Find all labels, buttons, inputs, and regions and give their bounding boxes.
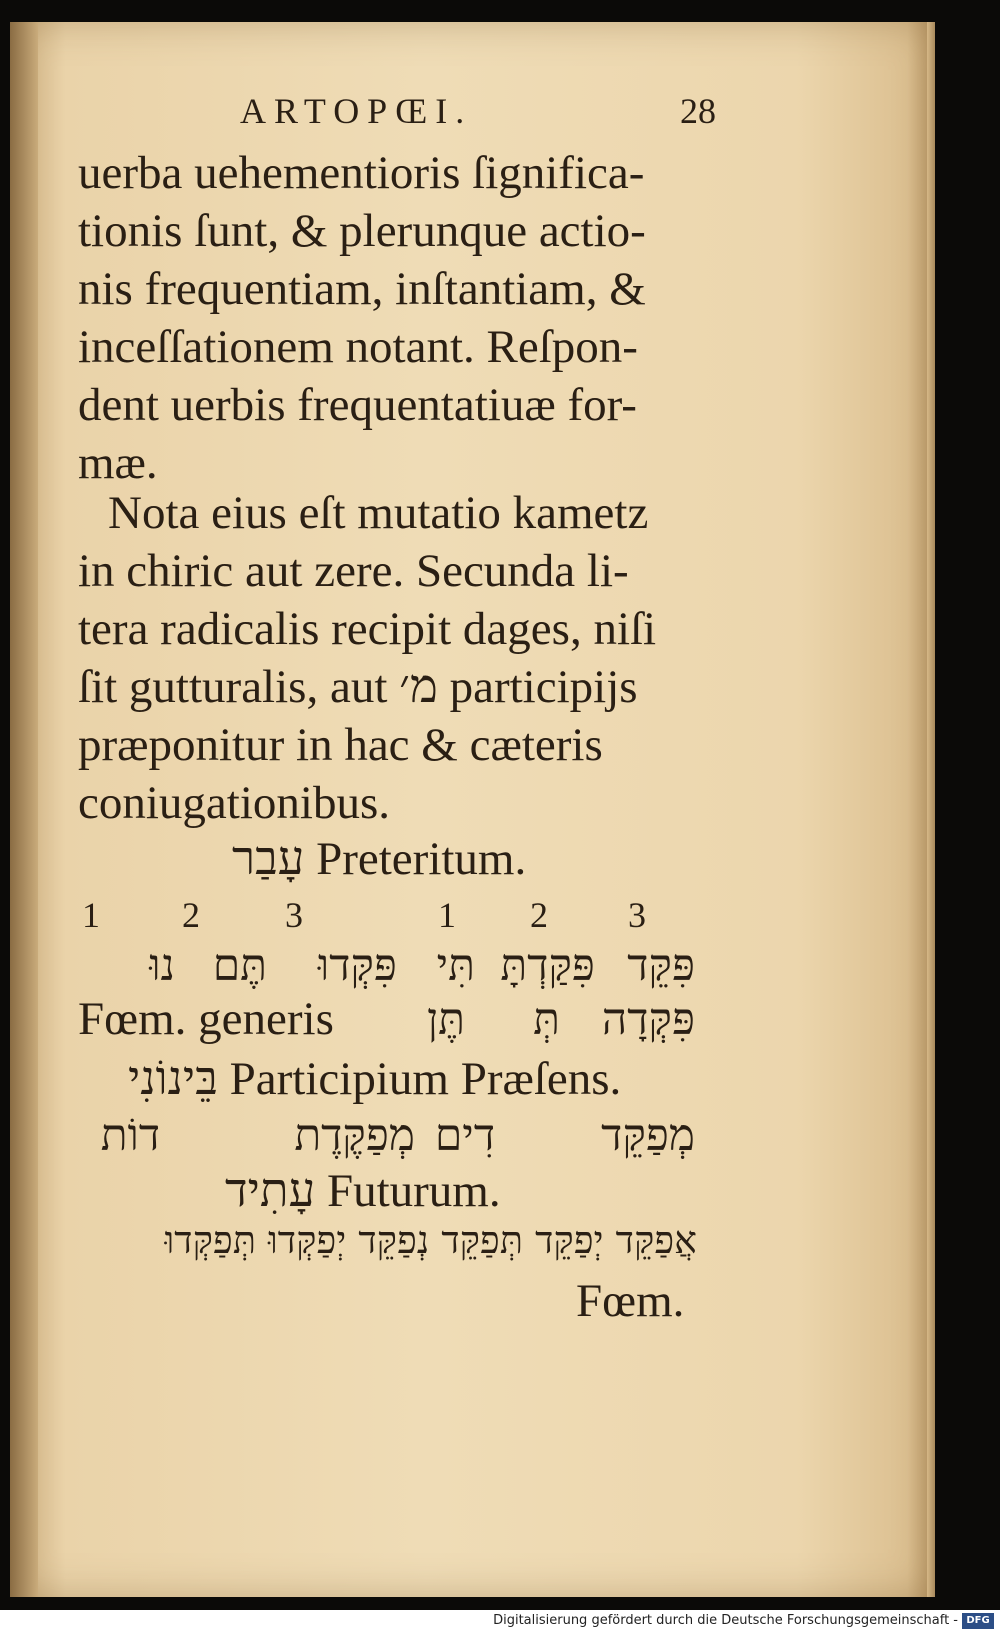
body-text: ſit gutturalis, aut	[78, 661, 388, 713]
body-line: nis frequentiam, inſtantiam, &	[78, 263, 646, 315]
page-binding	[10, 22, 38, 1597]
body-line-with-hebrew	[78, 658, 638, 716]
body-line: mæ.	[78, 437, 158, 489]
hebrew-form: תֶּן	[426, 994, 465, 1045]
footer-bar	[0, 1610, 1000, 1633]
hebrew-heading: עָתִיד	[225, 1163, 316, 1218]
running-head: ARTOPŒI.	[240, 91, 473, 131]
book-page	[10, 22, 935, 1597]
section-heading-futurum	[225, 1162, 501, 1220]
hebrew-form: מְפַקֶּדֶת	[294, 1110, 415, 1161]
body-line: præponitur in hac & cæteris	[78, 719, 603, 771]
hebrew-inline-mem: מ׳	[399, 659, 438, 714]
body-line: coniugationibus.	[78, 777, 390, 829]
column-number: 3	[285, 895, 303, 935]
foem-end: Fœm.	[576, 1275, 685, 1327]
hebrew-form: דוֹת	[100, 1110, 160, 1161]
column-number: 1	[82, 895, 100, 935]
foem-label: Fœm. generis	[78, 993, 334, 1045]
column-number: 2	[530, 895, 548, 935]
hebrew-form: דִים	[434, 1110, 495, 1161]
hebrew-form: מְפַקֵּד	[601, 1110, 695, 1161]
page-edge	[927, 22, 935, 1597]
body-line: tera radicalis recipit dages, niſi	[78, 603, 657, 655]
hebrew-form: פִּקְּדוּ	[317, 940, 397, 991]
heading-label: Preteritum.	[316, 833, 527, 885]
hebrew-heading: עָבַר	[232, 831, 305, 886]
funding-notice: Digitalisierung gefördert durch die Deutsche Forschungsgemeinschaft -	[493, 1613, 958, 1628]
page-number: 28	[680, 91, 716, 131]
dfg-logo: DFG	[962, 1613, 994, 1629]
hebrew-heading: בֵּינוֹנִי	[128, 1051, 218, 1106]
body-line: inceſſationem notant. Reſpon-	[78, 321, 638, 373]
hebrew-form: נוּ	[149, 940, 175, 991]
hebrew-form: פִּקֵּד	[627, 940, 695, 991]
hebrew-form: תֶּם	[212, 940, 267, 991]
hebrew-form: פִּקַּדְתָּ	[500, 940, 595, 991]
hebrew-form: תִּי	[436, 940, 475, 991]
body-line: dent uerbis frequentatiuæ for-	[78, 379, 637, 431]
body-line: uerba uehementioris ſignifica-	[78, 147, 645, 199]
hebrew-form: פִּקְּדָה	[601, 994, 695, 1045]
body-line: in chiric aut zere. Secunda li-	[78, 545, 629, 597]
heading-label: Participium Præſens.	[229, 1053, 622, 1105]
body-line: tionis ſunt, & plerunque actio-	[78, 205, 646, 257]
body-text: participijs	[449, 661, 638, 713]
column-number: 1	[438, 895, 456, 935]
column-number: 3	[628, 895, 646, 935]
hebrew-form: תְּ	[533, 994, 560, 1045]
hebrew-future-row: אֲפַקֵּד יְפַקֵּד תְּפַקֵּד נְפַקֵּד יְפַקְּדוּ תְּפַקְּדוּ	[164, 1218, 697, 1262]
section-heading-preteritum	[232, 830, 526, 888]
body-line: Nota eius eſt mutatio kametz	[108, 487, 649, 539]
heading-label: Futurum.	[326, 1165, 501, 1217]
column-number: 2	[182, 895, 200, 935]
section-heading-participium	[128, 1050, 621, 1108]
